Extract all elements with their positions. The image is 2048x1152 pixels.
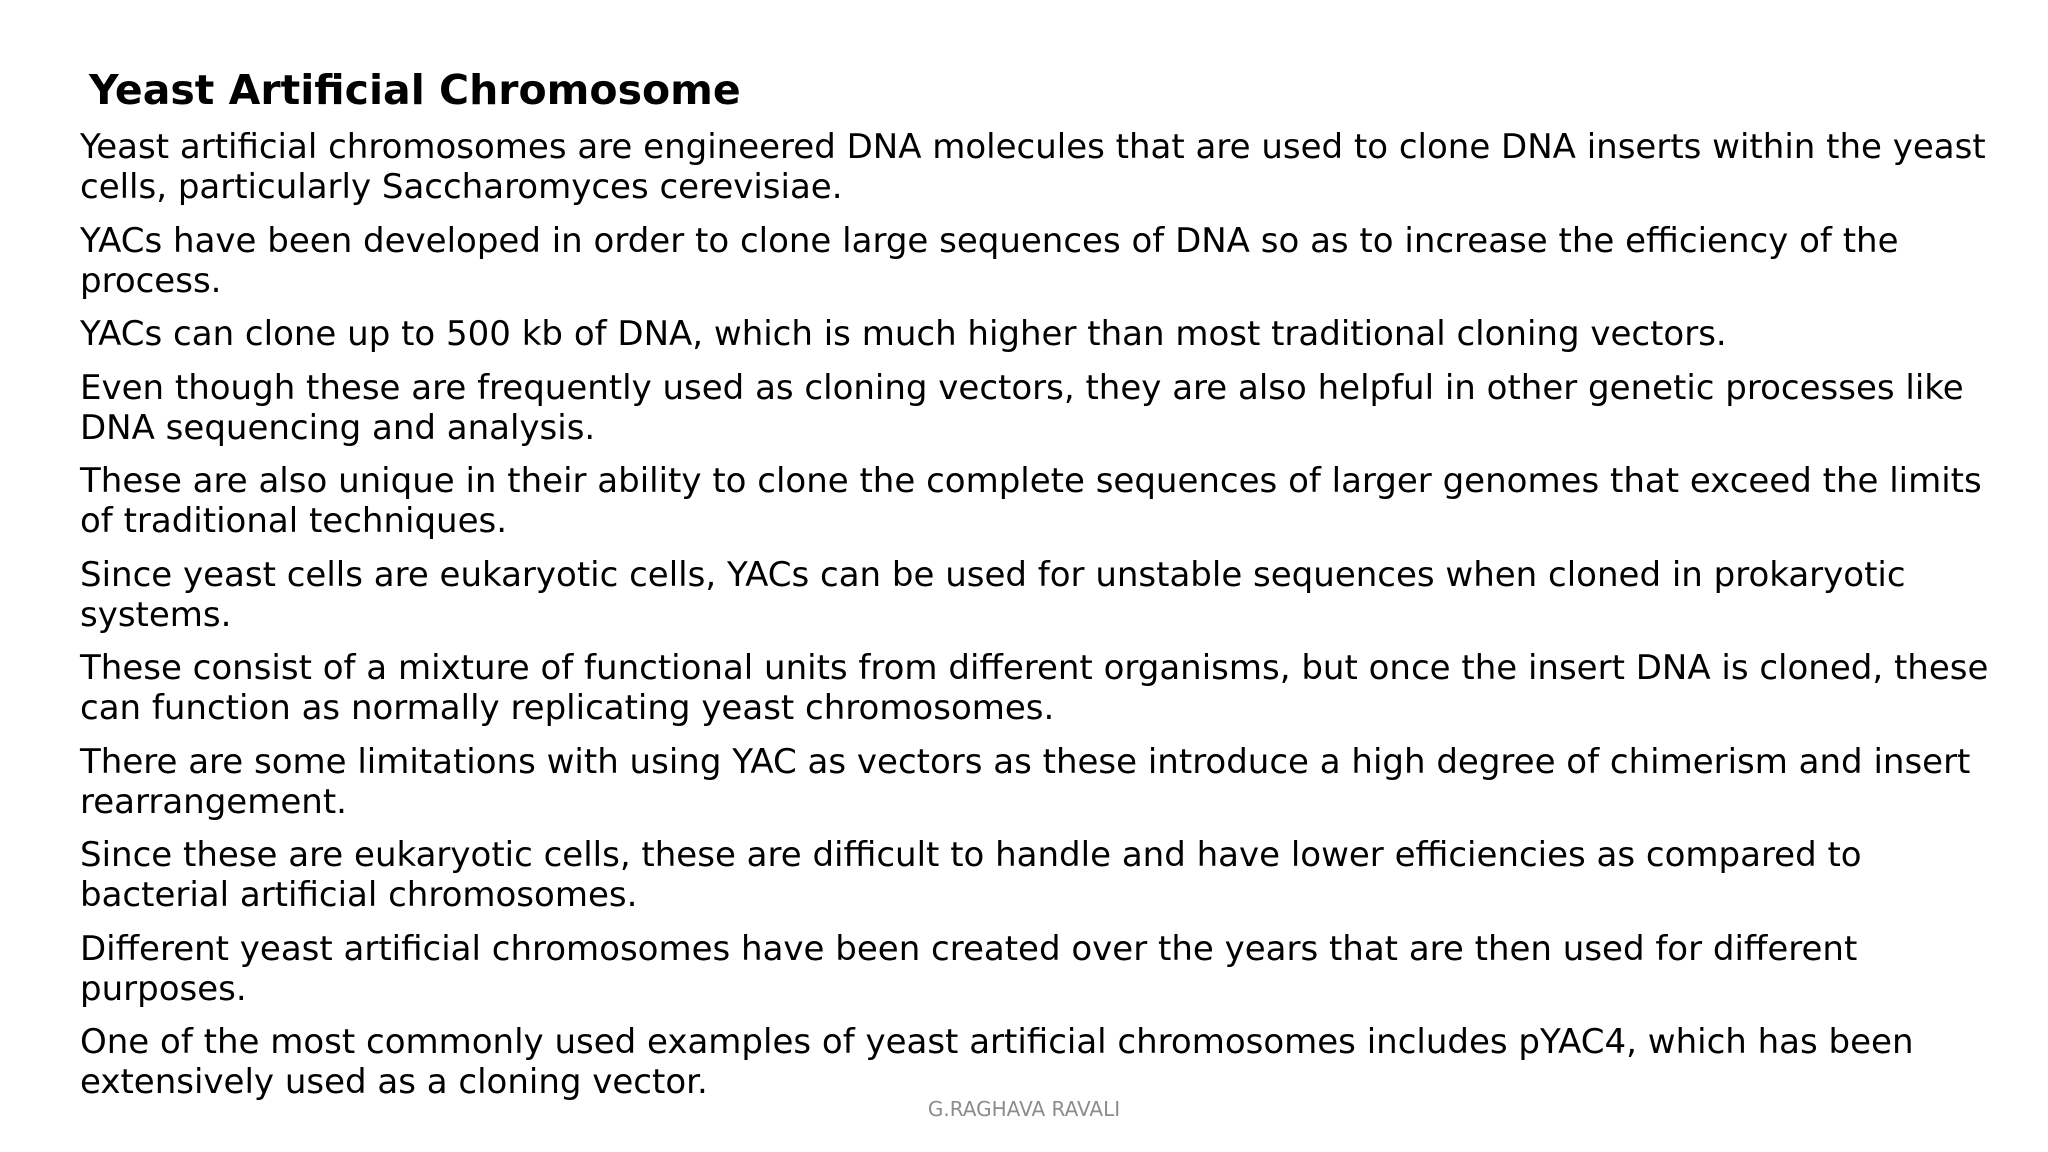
body-paragraph: These consist of a mixture of functional units from different organisms, but once the insert DNA is cloned, these can function as normally replicating yeast chromosomes.: [80, 648, 1989, 728]
body-paragraph: Since yeast cells are eukaryotic cells, YACs can be used for unstable sequences when cloned in prokaryotic systems.: [80, 554, 1906, 635]
body-paragraph: Even though these are frequently used as cloning vectors, they are also helpful in other genetic processes like DNA sequencing and analysis.: [80, 367, 1964, 448]
body-paragraph: YACs have been developed in order to clone large sequences of DNA so as to increase the efficiency of the process.: [80, 220, 1899, 301]
slide-body: [80, 127, 2010, 1116]
body-paragraph: These are also unique in their ability to clone the complete sequences of larger genomes that exceed the limits of traditional techniques.: [80, 461, 1982, 541]
body-paragraph: There are some limitations with using YAC as vectors as these introduce a high degree of chimerism and insert rearrangement.: [80, 741, 1971, 822]
body-paragraph: Different yeast artificial chromosomes have been created over the years that are then used for different purposes.: [80, 928, 1858, 1009]
footer-author: G.RAGHAVA RAVALI: [927, 1097, 1121, 1121]
body-paragraph: Yeast artificial chromosomes are engineered DNA molecules that are used to clone DNA inserts within the yeast cells, particularly Saccharomyces cerevisiae.: [80, 127, 1986, 207]
body-paragraph: One of the most commonly used examples of yeast artificial chromosomes includes pYAC4, which has been extensively used as a cloning vector.: [80, 1022, 1914, 1102]
body-paragraph: YACs can clone up to 500 kb of DNA, which is much higher than most traditional cloning vectors.: [80, 314, 1727, 354]
slide-title: Yeast Artificial Chromosome: [89, 66, 741, 114]
body-paragraph: Since these are eukaryotic cells, these are difficult to handle and have lower efficiencies as compared to bacterial artificial chromosomes.: [80, 835, 1862, 915]
